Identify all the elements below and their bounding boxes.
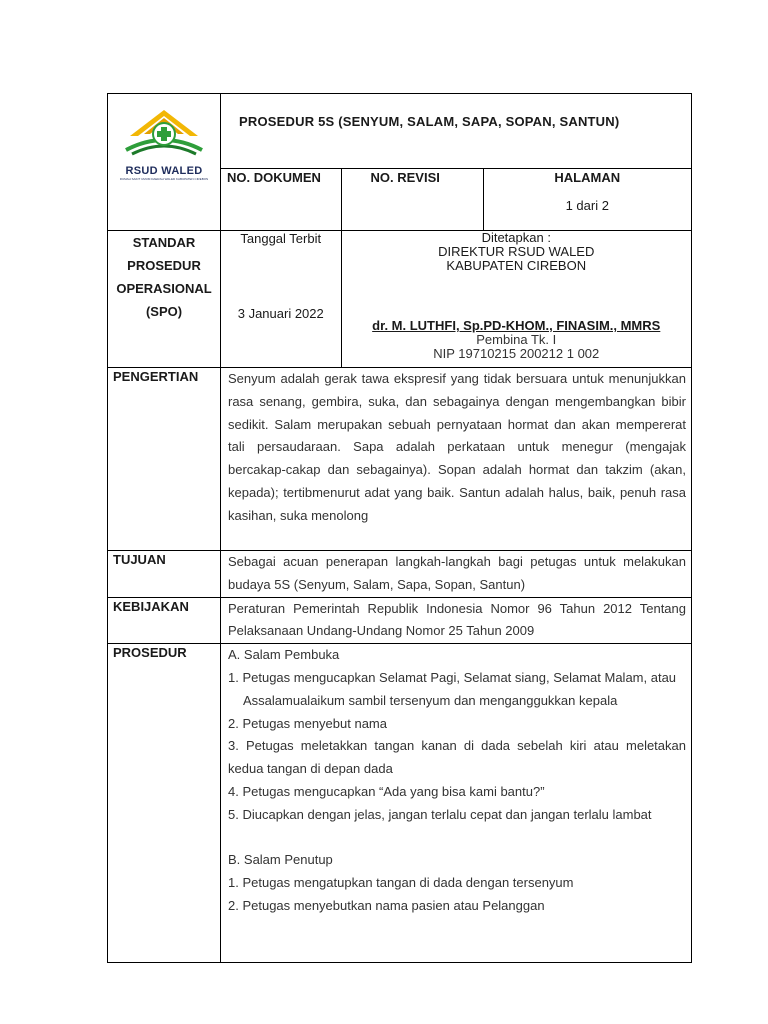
signatory-nip: NIP 19710215 200212 1 002 xyxy=(433,346,600,361)
kebijakan-label: KEBIJAKAN xyxy=(108,597,221,644)
logo-cell xyxy=(108,94,221,231)
prosedur-item: 1. Petugas mengatupkan tangan di dada dengan tersenyum xyxy=(228,875,574,891)
spo-line-3: OPERASIONAL xyxy=(116,281,212,296)
logo-text: RSUD WALED xyxy=(125,165,203,177)
prosedur-item: 1. Petugas mengucapkan Selamat Pagi, Selamat siang, Selamat Malam, atau xyxy=(228,669,677,685)
spo-document-table xyxy=(107,93,692,963)
prosedur-label: PROSEDUR xyxy=(108,644,221,963)
spo-label xyxy=(108,231,221,368)
tanggal-terbit-value: 3 Januari 2022 xyxy=(237,306,324,321)
tanggal-terbit-label: Tanggal Terbit xyxy=(240,231,322,246)
spo-line-1: STANDAR xyxy=(132,235,196,250)
logo-subtext: RUMAH SAKIT UMUM DAERAH WALED KABUPATEN CIREBON xyxy=(119,177,209,181)
prosedur-item: 4. Petugas mengucapkan “Ada yang bisa kami bantu?” xyxy=(228,783,545,799)
prosedur-item: 2. Petugas menyebutkan nama pasien atau Pelanggan xyxy=(228,897,545,913)
tujuan-text: Sebagai acuan penerapan langkah-langkah bagi petugas untuk melakukan budaya 5S (Senyum, Salam, Sapa, Sopan, Santun) xyxy=(221,551,692,598)
tujuan-label: TUJUAN xyxy=(108,551,221,598)
pengertian-label: PENGERTIAN xyxy=(108,368,221,551)
halaman-label: HALAMAN xyxy=(554,170,621,185)
kebijakan-text: Peraturan Pemerintah Republik Indonesia Nomor 96 Tahun 2012 Tentang Pelaksanaan Undang-Undang Nomor 25 Tahun 2009 xyxy=(221,597,692,644)
prosedur-item: Assalamualaikum sambil tersenyum dan menganggukkan kepala xyxy=(243,692,618,708)
document-title: PROSEDUR 5S (SENYUM, SALAM, SAPA, SOPAN, SANTUN) xyxy=(221,94,692,169)
signatory-rank: Pembina Tk. I xyxy=(476,332,557,347)
spo-line-4: (SPO) xyxy=(145,304,183,319)
prosedur-spacer xyxy=(228,827,686,850)
no-dokumen-label: NO. DOKUMEN xyxy=(227,170,321,185)
ditetapkan-line-1: DIREKTUR RSUD WALED xyxy=(438,244,595,259)
prosedur-item: A. Salam Pembuka xyxy=(228,647,340,663)
prosedur-item: 2. Petugas menyebut nama xyxy=(228,715,387,731)
signatory-name: dr. M. LUTHFI, Sp.PD-KHOM., FINASIM., MMRS xyxy=(372,318,661,333)
ditetapkan-line-2: KABUPATEN CIREBON xyxy=(446,258,587,273)
prosedur-content xyxy=(221,644,692,963)
halaman-value: 1 dari 2 xyxy=(565,198,609,213)
hospital-emblem-icon xyxy=(116,108,212,164)
prosedur-item: 5. Diucapkan dengan jelas, jangan terlalu cepat dan jangan terlalu lambat xyxy=(228,806,652,822)
ditetapkan-label: Ditetapkan : xyxy=(481,230,551,245)
hospital-logo xyxy=(108,94,220,181)
prosedur-item: B. Salam Penutup xyxy=(228,852,333,868)
pengertian-text: Senyum adalah gerak tawa ekspresif yang tidak bersuara untuk menunjukkan rasa senang, gembira, suka, dan sebagainya dengan mengembangkan bibir sedikit. Salam merupakan sebuah pernyataan hormat dan akan mempererat tali persaudaraan. Sapa adalah perkataan untuk menegur (mengajak bercakap-cakap dan sebagainya). Sopan adalah hormat dan takzim (akan, kepada); tertibmenurut adat yang baik. Santun adalah halus, baik, penuh rasa kasihan, suka menolong xyxy=(221,368,692,551)
spo-line-2: PROSEDUR xyxy=(127,258,201,273)
no-revisi-label: NO. REVISI xyxy=(370,170,440,185)
prosedur-item: 3. Petugas meletakkan tangan kanan di dada sebelah kiri atau meletakan kedua tangan di depan dada xyxy=(228,738,686,777)
